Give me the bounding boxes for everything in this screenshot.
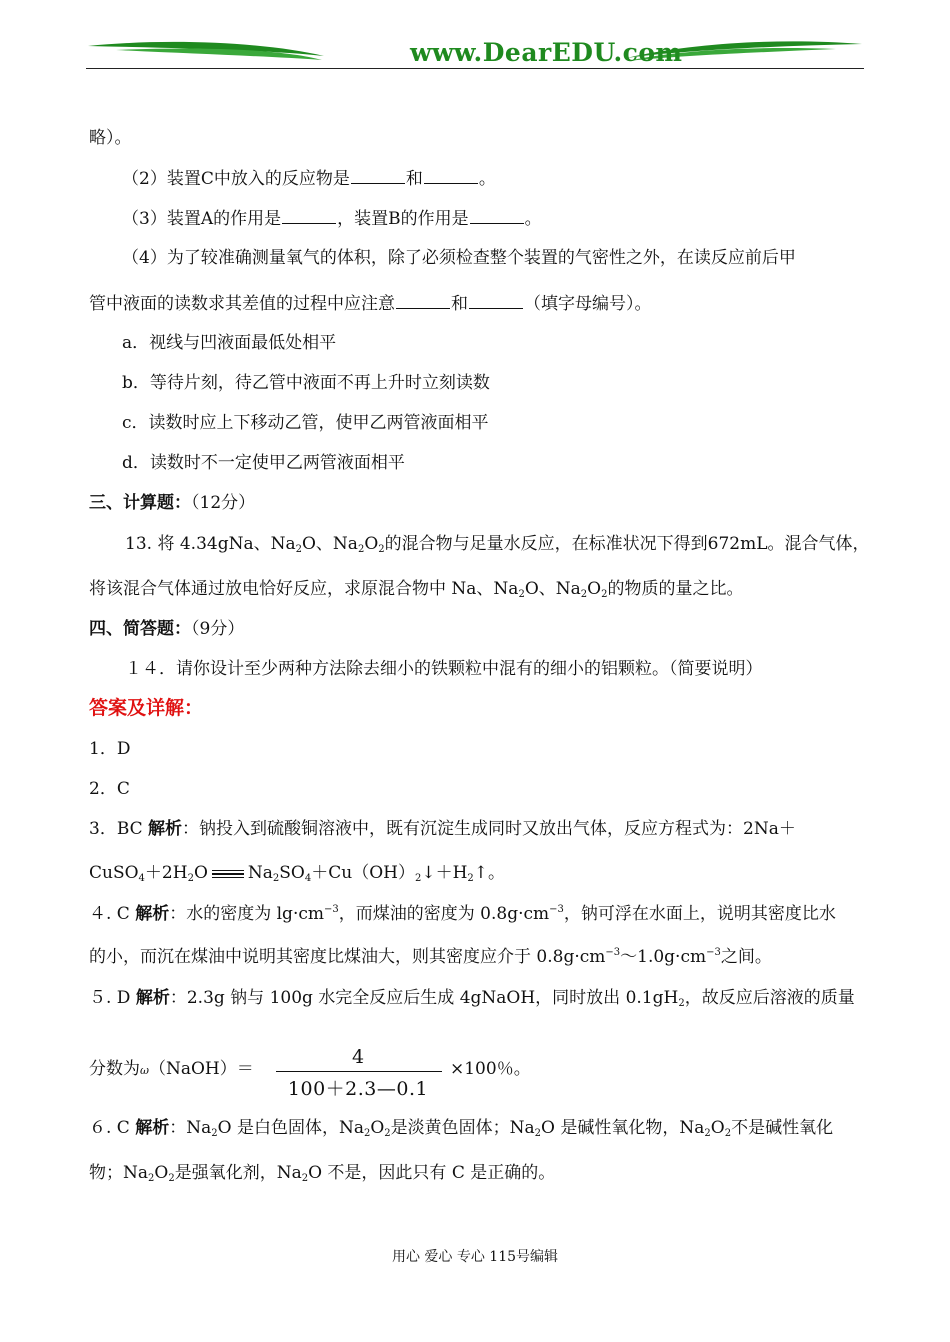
text: O	[364, 534, 379, 554]
option-c: c．读数时应上下移动乙管，使甲乙两管液面相平	[122, 413, 489, 433]
text: ↓＋H	[421, 863, 468, 883]
header-rule	[86, 68, 864, 69]
answer-blank	[424, 167, 478, 184]
text: 不是碱性氧化	[731, 1118, 834, 1138]
text: ，装置B的作用是	[337, 209, 469, 229]
section-title: 三、计算题：	[89, 493, 191, 513]
text: ，钠可浮在水面上，说明其密度比水	[563, 904, 836, 924]
subscript: 2	[295, 544, 302, 555]
subscript: 2	[168, 1173, 175, 1184]
subscript: 2	[534, 1128, 542, 1139]
text: ，而煤油的密度为 0.8g·cm	[338, 904, 550, 924]
section-4-heading	[89, 618, 244, 640]
equals-sign-stroke	[212, 873, 244, 875]
text: O	[710, 1118, 725, 1138]
text: 。	[524, 209, 542, 229]
answer-blank	[396, 292, 450, 309]
section-score: （12分）	[191, 493, 256, 513]
text: ６. C	[89, 1118, 136, 1138]
fraction-bar	[276, 1071, 442, 1072]
answer-5-line2-right: ×100％。	[450, 1059, 531, 1079]
subscript: 2	[357, 544, 365, 555]
text: 3．BC	[89, 819, 149, 839]
question-4-line2	[89, 292, 652, 315]
text: O	[193, 863, 208, 883]
equals-sign-stroke	[212, 870, 244, 872]
subscript: 2	[467, 873, 474, 884]
superscript: −3	[706, 947, 721, 958]
text: 是强氧化剂，Na	[174, 1163, 302, 1183]
text: 和	[451, 294, 468, 314]
question-4-line1: （4）为了较准确测量氧气的体积，除了必须检查整个装置的气密性之外，在读反应前后甲	[122, 248, 796, 268]
superscript: −3	[605, 947, 621, 958]
text: ：2.3g 钠与 100g 水完全反应后生成 4gNaOH，同时放出 0.1gH	[169, 988, 679, 1008]
subscript: 2	[301, 1173, 309, 1184]
subscript: 2	[580, 589, 588, 600]
section-3-heading	[89, 492, 255, 514]
section-score: （9分）	[191, 619, 245, 639]
answer-blank	[469, 292, 523, 309]
text: 的混合物与足量水反应，在标准状况下得到672mL。混合气体，	[384, 534, 870, 554]
text: O	[154, 1163, 169, 1183]
answer-blank	[351, 167, 405, 184]
text: 解析	[135, 1118, 170, 1138]
text: （填字母编号）。	[524, 294, 652, 314]
text: ～1.0g·cm	[620, 947, 707, 967]
subscript: 2	[187, 873, 194, 884]
subscript: 2	[363, 1128, 371, 1139]
text: ↑。	[473, 863, 506, 883]
subscript: 2	[211, 1128, 218, 1139]
option-d: d．读数时不一定使甲乙两管液面相平	[122, 453, 405, 473]
text: 物；Na	[89, 1163, 149, 1183]
text: ＋2H	[144, 863, 188, 883]
answer-1: 1．D	[89, 739, 131, 759]
text: ，故反应后溶液的质量	[684, 988, 855, 1008]
text: O、Na	[301, 534, 358, 554]
option-b: b．等待片刻，待乙管中液面不再上升时立刻读数	[122, 373, 490, 393]
answer-4-line1	[89, 903, 836, 925]
text: 是淡黄色固体；Na	[390, 1118, 535, 1138]
subscript: 2	[724, 1128, 732, 1139]
text: CuSO	[89, 863, 139, 883]
answer-blank	[282, 207, 336, 224]
text: ４. C	[89, 904, 136, 924]
text: 13. 将 4.34gNa、Na	[125, 534, 296, 554]
text: 将该混合气体通过放电恰好反应，求原混合物中 Na、Na	[89, 579, 519, 599]
text: （3）装置A的作用是	[122, 209, 282, 229]
question-13-line1	[125, 533, 869, 555]
text: ５. D	[89, 988, 136, 1008]
text: （2）装置C中放入的反应物是	[122, 169, 350, 189]
section-title: 四、简答题：	[89, 619, 191, 639]
text: 的小，而沉在煤油中说明其密度比煤油大，则其密度应介于 0.8g·cm	[89, 947, 606, 967]
text: ＋Cu（OH）	[311, 863, 415, 883]
question-14: １４．请你设计至少两种方法除去细小的铁颗粒中混有的细小的铝颗粒。（简要说明）	[125, 659, 763, 679]
text: ：钠投入到硫酸铜溶液中，既有沉淀生成同时又放出气体，反应方程式为：2Na＋	[182, 819, 796, 839]
subscript: 2	[148, 1173, 155, 1184]
answer-6-line1	[89, 1117, 833, 1139]
text: O 不是，因此只有 C 是正确的。	[308, 1163, 556, 1183]
question-3	[122, 207, 542, 230]
superscript: −3	[549, 904, 564, 915]
text: 分数为	[89, 1059, 140, 1079]
text: 。	[478, 169, 496, 189]
text: ：Na	[169, 1118, 212, 1138]
answer-5-line2-left	[89, 1058, 254, 1082]
text: 和	[405, 169, 423, 189]
subscript: 4	[304, 873, 312, 884]
page-footer: 用心 爱心 专心 115号编辑	[391, 1249, 559, 1265]
text: 的物质的量之比。	[607, 579, 744, 599]
fraction-denominator: 100＋2.3—0.1	[287, 1078, 429, 1100]
superscript: −3	[324, 904, 339, 915]
text: O	[370, 1118, 385, 1138]
text: 之间。	[720, 947, 772, 967]
text: （NaOH）＝	[148, 1059, 254, 1079]
answer-4-line2	[89, 946, 772, 968]
text: Na	[247, 863, 273, 883]
mass-fraction	[270, 1046, 446, 1100]
fraction-numerator: 4	[351, 1046, 365, 1068]
answer-5-line1	[89, 987, 855, 1009]
subscript: 2	[272, 873, 280, 884]
text: O 是碱性氧化物，Na	[541, 1118, 705, 1138]
question-13-line2	[89, 578, 743, 600]
subscript: 2	[601, 589, 608, 600]
subscript: 2	[414, 873, 422, 884]
text: 解析	[135, 988, 170, 1008]
text: ω	[140, 1064, 149, 1077]
answer-2: 2．C	[89, 779, 130, 799]
site-brand: www.DearEDU.com	[410, 38, 683, 67]
subscript: 2	[704, 1128, 711, 1139]
answers-heading: 答案及详解：	[89, 697, 204, 719]
equals-sign-icon	[212, 869, 244, 879]
text: O	[587, 579, 602, 599]
subscript: 2	[378, 544, 385, 555]
question-2	[122, 167, 496, 190]
subscript: 2	[384, 1128, 391, 1139]
answer-3-line1	[89, 818, 796, 840]
text: SO	[279, 863, 305, 883]
text: O、Na	[524, 579, 581, 599]
line-continuation: 略）。	[89, 128, 132, 148]
equals-sign-stroke	[212, 877, 244, 879]
page-header	[86, 36, 864, 72]
subscript: 2	[518, 589, 525, 600]
subscript: 2	[678, 998, 685, 1009]
text: ：水的密度为 lg·cm	[169, 904, 324, 924]
text: 解析	[148, 819, 183, 839]
text: O 是白色固体，Na	[217, 1118, 364, 1138]
subscript: 4	[138, 873, 145, 884]
answer-6-line2	[89, 1162, 555, 1184]
answer-blank	[470, 207, 524, 224]
text: 解析	[135, 904, 170, 924]
text: 管中液面的读数求其差值的过程中应注意	[89, 294, 395, 314]
answer-3-equation	[89, 862, 505, 884]
option-a: a．视线与凹液面最低处相平	[122, 333, 337, 353]
